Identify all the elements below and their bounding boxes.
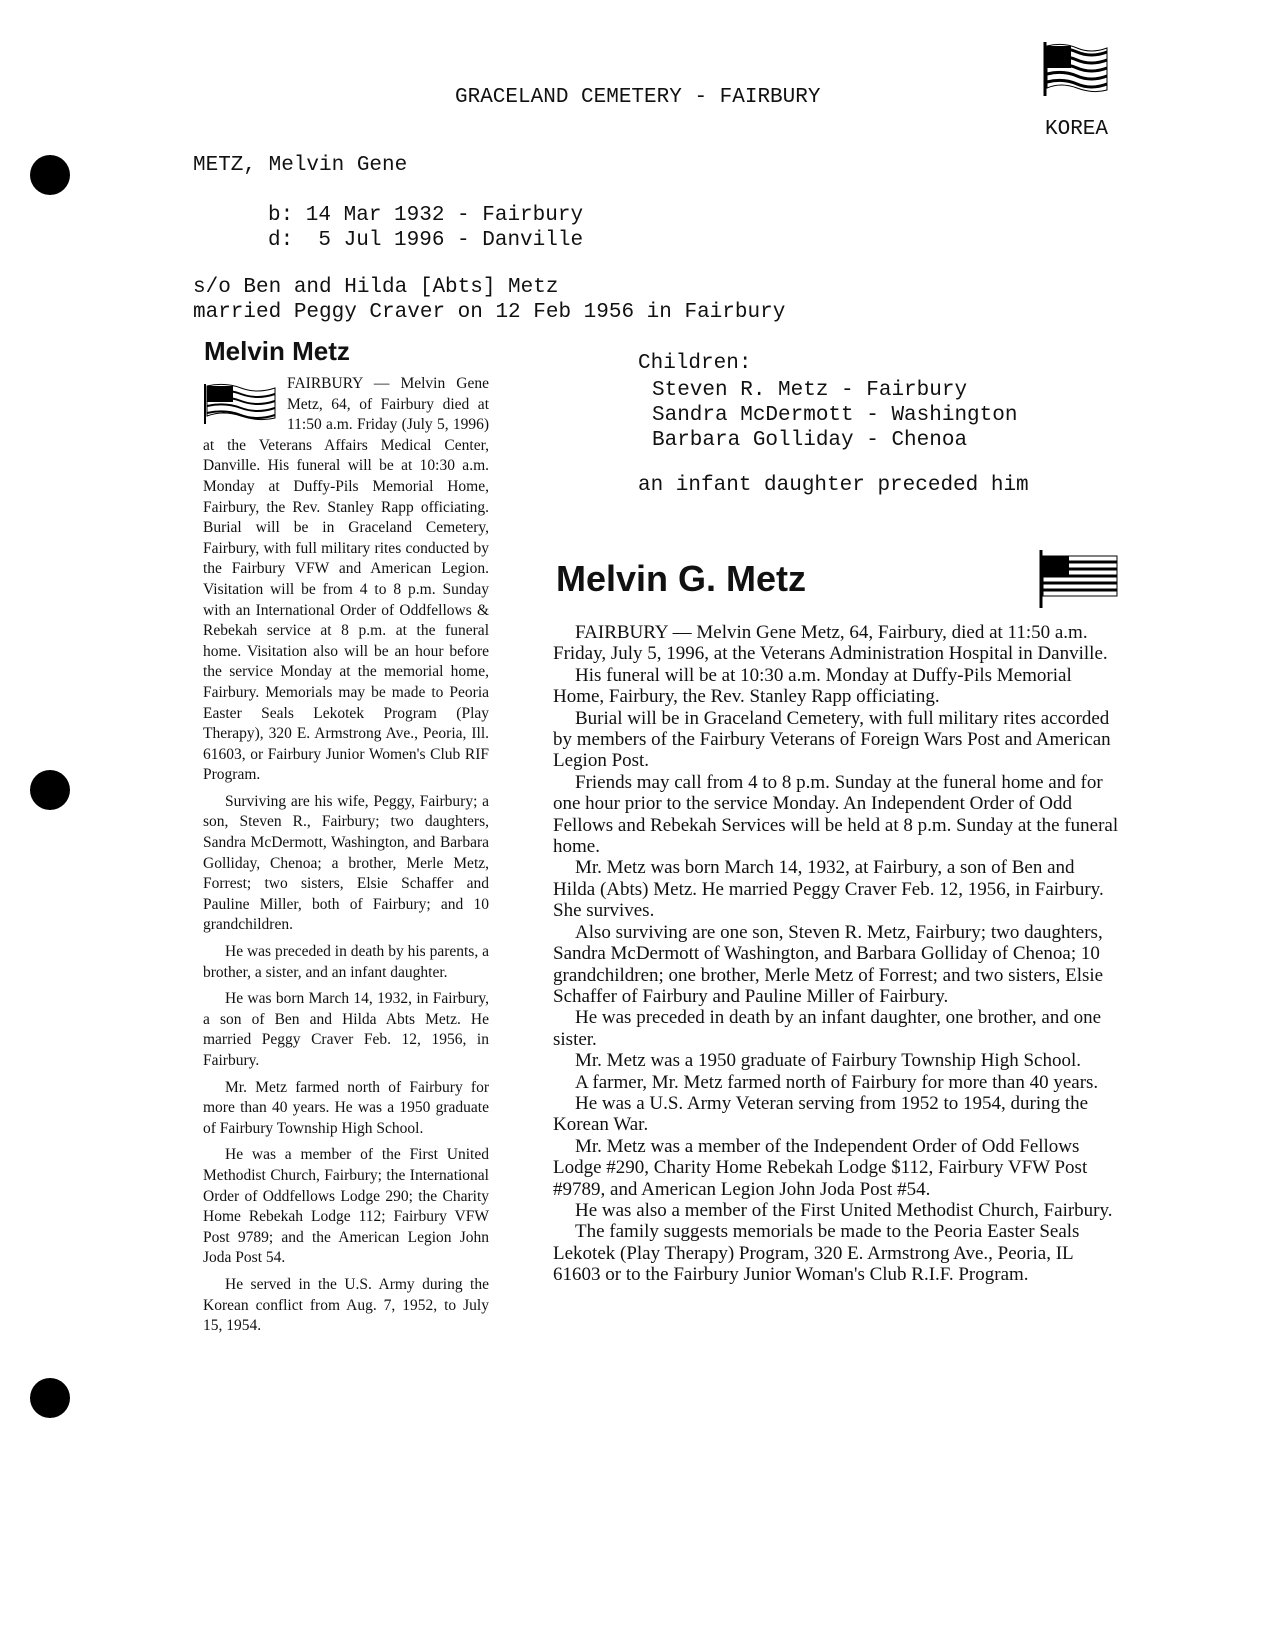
binder-hole-top: [30, 155, 70, 195]
obit2-body: [553, 622, 1121, 1286]
obit2-paragraph: Also surviving are one son, Steven R. Metz, Fairbury; two daughters, Sandra McDermott of Washington, and Barbara Golliday of Chenoa; 10 grandchildren; one brother, Merle Metz of Forrest; and two sisters, Elsie Schaffer of Fairbury and Pauline Miller of Fairbury.: [553, 921, 1104, 1007]
obit1-headline: Melvin Metz: [204, 336, 350, 366]
children-heading: Children:: [638, 352, 752, 375]
obit2-paragraph: Mr. Metz was a 1950 graduate of Fairbury Township High School.: [575, 1050, 1081, 1072]
obit1-paragraph: He was a member of the First United Methodist Church, Fairbury; the International Order of Oddfellows Lodge 290; the Charity Home Rebekah Lodge 112; Fairbury VFW Post 9789; and the American Legion John Joda Post 54.: [203, 1146, 489, 1267]
obit1-lead: FAIRBURY — Melvin Gene Metz, 64, of Fairbury died at 11:50 a.m. Friday (July 5, 1996) at the Veterans Affairs Medical Center, Danville. His funeral will be at 10:30 a.m. Monday at Duffy-Pils Memorial Home, Fairbury, the Rev. Stanley Rapp officiating. Burial will be in Graceland Cemetery, Fairbury, with full military rites conducted by the Fairbury VFW and American Legion. Visitation will be from 4 to 8 p.m. Sunday with an International Order of Oddfellows & Rebekah service at 8 p.m. at the funeral home. Visitation also will be an hour before the service Monday at the memorial home, Fairbury. Memorials may be made to Peoria Easter Seals Lekotek Program (Play Therapy), 320 E. Armstrong Ave., Peoria, Ill. 61603, or Fairbury Junior Women's Club RIF Program.: [203, 375, 489, 784]
us-flag-icon: [203, 380, 277, 426]
obit2-paragraph: A farmer, Mr. Metz farmed north of Fairbury for more than 40 years.: [575, 1071, 1099, 1093]
obit2-headline: Melvin G. Metz: [556, 558, 807, 599]
obit2-paragraph: The family suggests memorials be made to the Peoria Easter Seals Lekotek (Play Therapy) Program, 320 E. Armstrong Ave., Peoria, IL 61603 or to the Fairbury Junior Woman's Club R.I.F. Program.: [553, 1221, 1080, 1286]
child-entry: Steven R. Metz - Fairbury: [652, 379, 968, 402]
obit2-paragraph: Mr. Metz was a member of the Independent Order of Odd Fellows Lodge #290, Charity Home Rebekah Lodge $112, Fairbury VFW Post #9789, and American Legion John Joda Post #54.: [553, 1135, 1088, 1200]
record-name: METZ, Melvin Gene: [193, 154, 408, 177]
obit1-paragraph: He was born March 14, 1932, in Fairbury, a son of Ben and Hilda Abts Metz. He married Peggy Craver Feb. 12, 1956, in Fairbury.: [203, 990, 489, 1069]
obit2-paragraph: He was preceded in death by an infant daughter, one brother, and one sister.: [553, 1007, 1102, 1050]
us-flag-icon: [1043, 40, 1111, 98]
record-birth: b: 14 Mar 1932 - Fairbury: [268, 204, 584, 227]
obit2-paragraph: His funeral will be at 10:30 a.m. Monday at Duffy-Pils Memorial Home, Fairbury, the Rev. Stanley Rapp officiating.: [553, 664, 1072, 708]
obit2-paragraph: Burial will be in Graceland Cemetery, with full military rites accorded by members of the Fairbury Veterans of Foreign Wars Post and American Legion Post.: [553, 707, 1111, 772]
child-entry: Barbara Golliday - Chenoa: [652, 429, 968, 452]
record-marriage: married Peggy Craver on 12 Feb 1956 in Fairbury: [193, 301, 786, 324]
war-label: KOREA: [1045, 118, 1109, 141]
binder-hole-middle: [30, 770, 70, 810]
obit1-body: [203, 374, 489, 1343]
obit2-paragraph: Friends may call from 4 to 8 p.m. Sunday at the funeral home and for one hour prior to the service Monday. An Independent Order of Odd Fellows and Rebekah Services will be held at 8 p.m. Sunday at the funeral home.: [553, 771, 1119, 858]
obit2-paragraph: FAIRBURY — Melvin Gene Metz, 64, Fairbury, died at 11:50 a.m. Friday, July 5, 1996, at the Veterans Administration Hospital in Danville.: [553, 622, 1108, 665]
us-flag-icon: [1038, 548, 1120, 610]
obit1-paragraph: Surviving are his wife, Peggy, Fairbury; a son, Steven R., Fairbury; two daughters, Sandra McDermott, Washington, and Barbara Golliday, Chenoa; a brother, Merle Metz, Forrest; two sisters, Elsie Schaffer and Pauline Miller, both of Fairbury; and 10 grandchildren.: [203, 792, 489, 934]
obit2-paragraph: Mr. Metz was born March 14, 1932, at Fairbury, a son of Ben and Hilda (Abts) Metz. He married Peggy Craver Feb. 12, 1956, in Fairbury. She survives.: [553, 857, 1104, 922]
obit1-paragraph: He was preceded in death by his parents, a brother, a sister, and an infant daughter.: [203, 943, 489, 981]
record-death: d: 5 Jul 1996 - Danville: [268, 229, 584, 252]
infant-note: an infant daughter preceded him: [638, 474, 1029, 497]
binder-hole-bottom: [30, 1378, 70, 1418]
obit1-paragraph: He served in the U.S. Army during the Korean conflict from Aug. 7, 1952, to July 15, 1954.: [203, 1275, 489, 1335]
obit1-paragraph: Mr. Metz farmed north of Fairbury for more than 40 years. He was a 1950 graduate of Fairbury Township High School.: [203, 1078, 489, 1137]
child-entry: Sandra McDermott - Washington: [652, 404, 1018, 427]
cemetery-title: GRACELAND CEMETERY - FAIRBURY: [455, 86, 821, 109]
obit2-paragraph: He was a U.S. Army Veteran serving from 1952 to 1954, during the Korean War.: [553, 1092, 1089, 1136]
children-list: [652, 378, 1017, 453]
obit2-paragraph: He was also a member of the First United Methodist Church, Fairbury.: [575, 1199, 1113, 1221]
record-parents: s/o Ben and Hilda [Abts] Metz: [193, 276, 559, 299]
